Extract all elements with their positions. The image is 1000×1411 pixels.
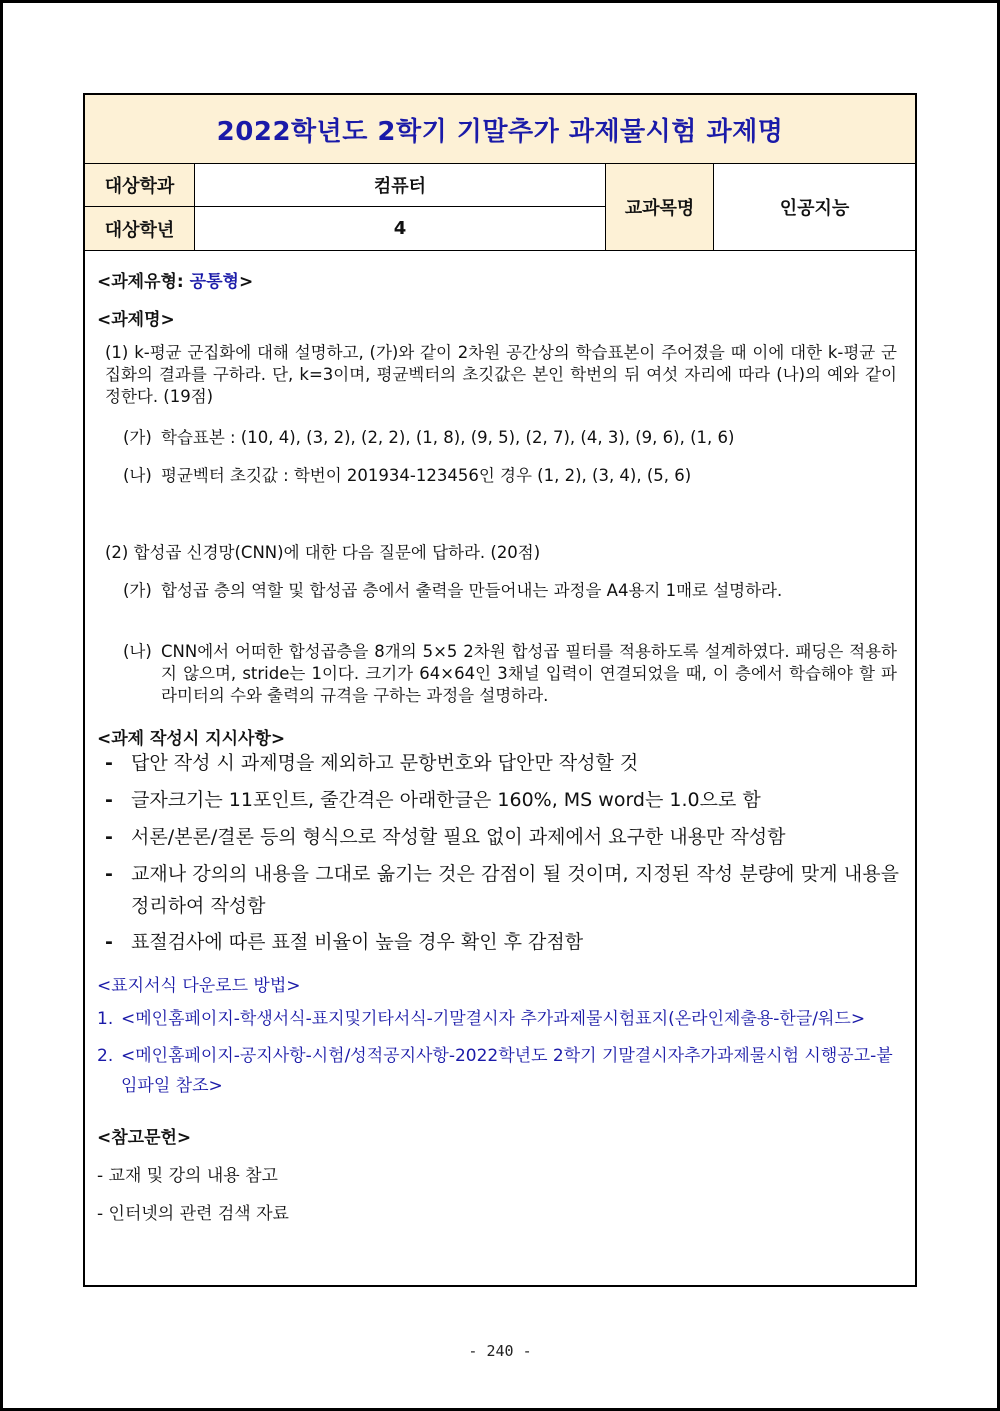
question-1b-text: 평균벡터 초깃값 : 학번이 201934-123456인 경우 (1, 2), (3, 4), (5, 6)	[161, 466, 692, 485]
references-heading: <참고문헌>	[97, 1128, 192, 1148]
download-item-1-text: <메인홈페이지-학생서식-표지및기타서식-기말결시자 추가과제물시험표지(온라인제출용-한글/워드>	[121, 1009, 866, 1029]
instruction-marker: -	[105, 789, 113, 811]
instruction-text: 답안 작성 시 과제명을 제외하고 문항번호와 답안만 작성할 것	[131, 752, 639, 774]
course-label: 교과목명	[606, 164, 714, 250]
year-label: 대상학년	[85, 207, 195, 250]
assignment-type-label: <과제유형:	[97, 272, 190, 292]
question-1-text: (1) k-평균 군집화에 대해 설명하고, (가)와 같이 2차원 공간상의 학습표본이 주어졌을 때 이에 대한 k-평균 군집화의 결과를 구하라. 단, k=3이며, 평균벡터의 초깃값은 본인 학번의 뒤 여섯 자리에 따라 (나)의 예와 같이 정한다. (19점)	[105, 343, 897, 406]
instruction-marker: -	[105, 752, 113, 774]
question-2b	[123, 641, 897, 707]
question-1b-marker: (나)	[123, 466, 152, 485]
instruction-text: 표절검사에 따른 표절 비율이 높을 경우 확인 후 감점함	[131, 931, 584, 953]
instruction-item	[105, 747, 899, 779]
question-2b-text: CNN에서 어떠한 합성곱층을 8개의 5×5 2차원 합성곱 필터를 적용하도록 설계하였다. 패딩은 적용하지 않으며, stride는 1이다. 크기가 64×64인 3채널 입력이 연결되었을 때, 이 층에서 학습해야 할 파라미터의 수와 출력의 규격을 구하는 과정을 설명하라.	[161, 642, 897, 705]
question-1a-text: 학습표본 : (10, 4), (3, 2), (2, 2), (1, 8), (9, 5), (2, 7), (4, 3), (9, 6), (1, 6)	[161, 428, 735, 447]
sheet-title: 2022학년도 2학기 기말추가 과제물시험 과제명	[85, 95, 915, 164]
question-2-text: (2) 합성곱 신경망(CNN)에 대한 다음 질문에 답하라. (20점)	[105, 543, 541, 562]
question-1b	[123, 465, 897, 487]
download-item-2-text: <메인홈페이지-공지사항-시험/성적공지사항-2022학년도 2학기 기말결시자추가과제물시험 시행공고-붙임파일 참조>	[121, 1046, 893, 1096]
assignment-type-suffix: >	[238, 272, 254, 292]
reference-item: - 교재 및 강의 내용 참고	[97, 1166, 278, 1186]
instruction-marker: -	[105, 826, 113, 848]
question-2a-marker: (가)	[123, 581, 152, 600]
course-value: 인공지능	[779, 198, 850, 219]
task-heading: <과제명>	[97, 310, 175, 330]
download-heading: <표지서식 다운로드 방법>	[97, 976, 301, 996]
page-number: - 240 -	[468, 1342, 532, 1360]
download-item-2[interactable]	[97, 1041, 909, 1101]
download-item-1[interactable]	[97, 1004, 899, 1034]
assignment-type	[97, 267, 899, 292]
question-1a	[123, 427, 897, 449]
reference-item: - 인터넷의 관련 검색 자료	[97, 1204, 289, 1224]
instruction-text: 교재나 강의의 내용을 그대로 옮기는 것은 감점이 될 것이며, 지정된 작성 분량에 맞게 내용을 정리하여 작성함	[131, 863, 899, 917]
assignment-sheet	[83, 93, 917, 1287]
instruction-marker: -	[105, 931, 113, 953]
dept-value: 컴퓨터	[195, 164, 606, 207]
instruction-text: 서론/본론/결론 등의 형식으로 작성할 필요 없이 과제에서 요구한 내용만 작성함	[131, 826, 786, 848]
instructions-heading: <과제 작성시 지시사항>	[97, 729, 286, 749]
dept-label: 대상학과	[85, 164, 195, 207]
instruction-item	[105, 784, 899, 816]
question-2a	[123, 580, 897, 602]
download-item-1-marker: 1.	[97, 1009, 114, 1029]
question-1a-marker: (가)	[123, 428, 152, 447]
instruction-marker: -	[105, 863, 113, 885]
instruction-item	[105, 821, 899, 853]
question-2a-text: 합성곱 층의 역할 및 합성곱 층에서 출력을 만들어내는 과정을 A4용지 1매로 설명하라.	[161, 581, 783, 600]
instruction-item	[105, 926, 899, 958]
question-2b-marker: (나)	[123, 642, 152, 661]
instruction-text: 글자크기는 11포인트, 줄간격은 아래한글은 160%, MS word는 1.0으로 함	[131, 789, 761, 811]
info-table	[85, 164, 915, 251]
download-item-2-marker: 2.	[97, 1046, 114, 1066]
year-value: 4	[195, 207, 606, 250]
assignment-type-value: 공통형	[189, 272, 239, 292]
instruction-item	[105, 858, 899, 922]
